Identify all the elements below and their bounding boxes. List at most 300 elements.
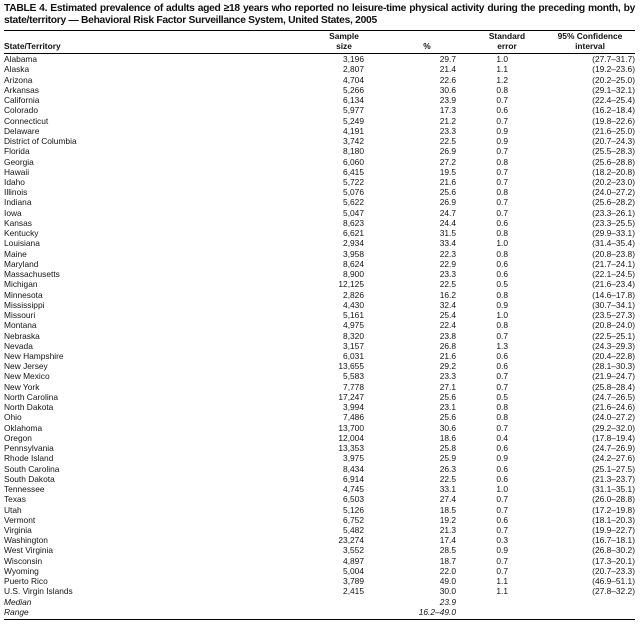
cell-sample-size: 13,700 [338,422,364,433]
cell-percent: 23.9 [439,95,456,106]
cell-percent: 30.0 [439,586,456,597]
cell-confidence-interval: (20.8–24.0) [592,320,635,331]
cell-sample-size: 2,826 [343,289,364,300]
table-row [4,177,635,187]
cell-confidence-interval: (16.7–18.1) [592,535,635,546]
cell-percent: 22.5 [439,136,456,147]
cell-percent: 22.5 [439,279,456,290]
cell-state-territory: Illinois [4,187,28,198]
cell-sample-size: 6,914 [343,473,364,484]
cell-state-territory: Louisiana [4,238,40,249]
cell-state-territory: Wyoming [4,565,39,576]
cell-state-territory: Kansas [4,217,32,228]
cell-confidence-interval: (17.3–20.1) [592,555,635,566]
cell-confidence-interval: (21.6–24.6) [592,402,635,413]
table-row [4,300,635,310]
cell-confidence-interval: (28.1–30.3) [592,361,635,372]
table-row [4,566,635,576]
cell-confidence-interval: (22.4–25.4) [592,95,635,106]
cell-sample-size: 6,503 [343,494,364,505]
table-row [4,95,635,105]
cell-state-territory: Hawaii [4,166,30,177]
cell-percent: 25.4 [439,310,456,321]
cell-percent: 31.5 [439,228,456,239]
cell-confidence-interval: (25.1–27.5) [592,463,635,474]
cell-sample-size: 6,134 [343,95,364,106]
cell-sample-size: 13,353 [338,443,364,454]
cell-state-territory: Utah [4,504,22,515]
table-row [4,249,635,259]
cell-state-territory: Oregon [4,432,32,443]
cell-confidence-interval: (29.9–33.1) [592,228,635,239]
cell-confidence-interval: (20.2–23.0) [592,177,635,187]
cell-confidence-interval: (23.5–27.3) [592,310,635,321]
cell-confidence-interval: (26.8–30.2) [592,545,635,556]
cell-percent: 24.4 [439,217,456,228]
cell-percent: 27.1 [439,381,456,392]
cell-standard-error: 1.3 [496,340,508,351]
prevalence-table [4,54,635,617]
cell-standard-error: 0.5 [496,279,508,290]
cell-percent: 18.6 [439,432,456,443]
cell-sample-size: 8,320 [343,330,364,341]
cell-percent: 25.6 [439,412,456,423]
cell-sample-size: 6,621 [343,228,364,239]
table-row [4,85,635,95]
cell-state-territory: Arizona [4,74,33,85]
table-row [4,453,635,463]
cell-state-territory: U.S. Virgin Islands [4,586,73,597]
cell-state-territory: Washington [4,535,48,546]
cell-sample-size: 23,274 [338,535,364,546]
cell-standard-error: 0.7 [496,330,508,341]
table-row [4,597,635,607]
cell-sample-size: 2,415 [343,586,364,597]
table-row [4,402,635,412]
cell-percent: 17.4 [439,535,456,546]
cell-percent: 33.1 [439,484,456,495]
table-row [4,116,635,126]
table-row [4,54,635,64]
cell-sample-size: 6,031 [343,350,364,361]
cell-standard-error: 1.0 [496,54,508,65]
cell-standard-error: 0.3 [496,535,508,546]
cell-percent: 26.3 [439,463,456,474]
cell-state-territory: Delaware [4,125,40,136]
table-row [4,525,635,535]
cell-percent: 32.4 [439,299,456,310]
table-row [4,259,635,269]
cell-standard-error: 0.9 [496,136,508,147]
cell-percent: 23.1 [439,402,456,413]
cell-percent: 22.9 [439,258,456,269]
table-row [4,382,635,392]
cell-state-territory: Michigan [4,279,38,290]
cell-state-territory: Missouri [4,310,36,321]
cell-standard-error: 0.8 [496,289,508,300]
cell-percent: 18.5 [439,504,456,515]
cell-percent: 24.7 [439,207,456,218]
cell-sample-size: 8,434 [343,463,364,474]
cell-confidence-interval: (25.6–28.8) [592,156,635,167]
cell-state-territory: Georgia [4,156,34,167]
cell-confidence-interval: (20.7–23.3) [592,565,635,576]
cell-state-territory: New Hampshire [4,350,64,361]
table-row [4,269,635,279]
cell-confidence-interval: (21.3–23.7) [592,473,635,484]
cell-standard-error: 0.7 [496,177,508,187]
cell-confidence-interval: (23.3–26.1) [592,207,635,218]
cell-percent: 26.9 [439,197,456,208]
cell-percent: 29.7 [439,54,456,65]
table-row [4,607,635,617]
table-row [4,320,635,330]
cell-confidence-interval: (16.2–18.4) [592,105,635,116]
cell-sample-size: 5,249 [343,115,364,126]
col-header-standard-error: Standard error [488,31,526,51]
cell-sample-size: 5,266 [343,84,364,95]
cell-sample-size: 5,126 [343,504,364,515]
table-title: TABLE 4. Estimated prevalence of adults aged ≥18 years who reported no leisure-time physical activity during the preceding month, by state/territory — Behavioral Risk Factor Surveillance System, United States, 2005 [4,3,635,26]
cell-confidence-interval: (27.7–31.7) [592,54,635,65]
table-row [4,474,635,484]
cell-sample-size: 3,994 [343,402,364,413]
cell-confidence-interval: (23.3–25.5) [592,217,635,228]
cell-sample-size: 5,004 [343,565,364,576]
cell-sample-size: 3,958 [343,248,364,259]
cell-state-territory: District of Columbia [4,136,77,147]
cell-sample-size: 3,789 [343,576,364,587]
cell-sample-size: 5,583 [343,371,364,382]
cell-standard-error: 0.7 [496,555,508,566]
cell-standard-error: 0.6 [496,443,508,454]
cell-standard-error: 0.9 [496,125,508,136]
cell-sample-size: 5,977 [343,105,364,116]
cell-percent: 23.9 [439,596,456,607]
cell-confidence-interval: (30.7–34.1) [592,299,635,310]
table-row [4,494,635,504]
table-row [4,146,635,156]
cell-confidence-interval: (19.9–22.7) [592,524,635,535]
cell-percent: 23.3 [439,125,456,136]
cell-confidence-interval: (18.1–20.3) [592,514,635,525]
cell-sample-size: 3,742 [343,136,364,147]
cell-state-territory: Virginia [4,524,32,535]
table-row [4,515,635,525]
table-row [4,556,635,566]
cell-percent: 21.4 [439,64,456,75]
cell-sample-size: 13,655 [338,361,364,372]
cell-standard-error: 0.7 [496,504,508,515]
cell-state-territory: South Dakota [4,473,55,484]
table-row [4,371,635,381]
cell-percent: 21.6 [439,350,456,361]
cell-percent: 25.6 [439,187,456,198]
table-row [4,412,635,422]
cell-percent: 22.0 [439,565,456,576]
table-row [4,392,635,402]
cell-percent: 18.7 [439,555,456,566]
cell-percent: 26.8 [439,340,456,351]
cell-percent: 22.5 [439,473,456,484]
table-row [4,279,635,289]
cell-state-territory: Ohio [4,412,22,423]
cell-percent: 21.2 [439,115,456,126]
cell-standard-error: 0.7 [496,494,508,505]
cell-state-territory: Arkansas [4,84,39,95]
cell-percent: 49.0 [439,576,456,587]
col-header-state-territory: State/Territory [4,40,61,51]
cell-standard-error: 0.8 [496,402,508,413]
cell-confidence-interval [508,597,635,607]
cell-state-territory: Indiana [4,197,32,208]
cell-percent: 23.3 [439,269,456,280]
cell-state-territory: South Carolina [4,463,60,474]
cell-percent: 33.4 [439,238,456,249]
table-row [4,484,635,494]
cell-standard-error: 1.2 [496,74,508,85]
table-row [4,228,635,238]
cell-standard-error: 0.6 [496,258,508,269]
table-row [4,423,635,433]
table-row [4,361,635,371]
cell-standard-error: 1.0 [496,484,508,495]
cell-state-territory: Rhode Island [4,453,54,464]
table-row [4,535,635,545]
cell-confidence-interval [508,607,635,617]
table-row [4,64,635,74]
cell-sample-size: 3,157 [343,340,364,351]
cell-confidence-interval: (21.6–25.0) [592,125,635,136]
cell-confidence-interval: (19.8–22.6) [592,115,635,126]
table-row [4,341,635,351]
cell-standard-error: 0.8 [496,228,508,239]
cell-confidence-interval: (18.2–20.8) [592,166,635,177]
cell-confidence-interval: (17.8–19.4) [592,432,635,443]
table-row [4,157,635,167]
cell-sample-size: 6,415 [343,166,364,177]
cell-sample-size [316,597,364,607]
cell-percent: 23.8 [439,330,456,341]
cell-state-territory: Florida [4,146,30,157]
table-row [4,310,635,320]
cell-standard-error: 0.5 [496,391,508,402]
table-row [4,136,635,146]
cell-standard-error: 0.7 [496,524,508,535]
table-column-headers [4,31,635,53]
cell-standard-error: 0.7 [496,565,508,576]
cell-state-territory: Massachusetts [4,269,60,280]
cell-sample-size: 6,060 [343,156,364,167]
col-header-sample-size: Sample size [329,31,359,51]
cell-sample-size: 6,752 [343,514,364,525]
table-row [4,105,635,115]
cell-confidence-interval: (20.7–24.3) [592,136,635,147]
cell-state-territory: Iowa [4,207,22,218]
cell-state-territory: California [4,95,40,106]
cell-state-territory: Median [4,596,32,607]
cell-sample-size: 2,934 [343,238,364,249]
table-row [4,464,635,474]
cell-standard-error: 0.7 [496,381,508,392]
cell-state-territory: Texas [4,494,26,505]
cell-state-territory: Maine [4,248,27,259]
cell-standard-error: 0.7 [496,166,508,177]
cell-state-territory: New Jersey [4,361,48,372]
table-row [4,443,635,453]
cell-sample-size: 17,247 [338,391,364,402]
table-row [4,197,635,207]
cell-confidence-interval: (22.5–25.1) [592,330,635,341]
table-row [4,75,635,85]
cell-standard-error: 0.9 [496,453,508,464]
cell-sample-size: 4,975 [343,320,364,331]
cell-percent: 22.6 [439,74,456,85]
cell-sample-size: 12,004 [338,432,364,443]
cell-sample-size: 2,807 [343,64,364,75]
cell-percent: 22.3 [439,248,456,259]
cell-state-territory: Range [4,606,29,617]
cell-state-territory: Montana [4,320,37,331]
cell-percent: 29.2 [439,361,456,372]
cell-standard-error: 0.8 [496,187,508,198]
cell-confidence-interval: (19.2–23.6) [592,64,635,75]
cell-state-territory: New Mexico [4,371,50,382]
cell-percent: 17.3 [439,105,456,116]
cell-percent: 30.6 [439,422,456,433]
cell-sample-size: 8,623 [343,217,364,228]
table-body [4,54,635,617]
cell-state-territory: Idaho [4,177,25,187]
table-row [4,187,635,197]
table-row [4,576,635,586]
cell-state-territory: Maryland [4,258,39,269]
table-row [4,586,635,596]
cell-sample-size: 5,161 [343,310,364,321]
cell-sample-size: 4,745 [343,484,364,495]
cell-standard-error: 0.7 [496,95,508,106]
cell-standard-error: 1.1 [496,64,508,75]
cell-confidence-interval: (29.1–32.1) [592,84,635,95]
cell-state-territory: Minnesota [4,289,43,300]
cell-percent: 30.6 [439,84,456,95]
table-row [4,290,635,300]
cell-sample-size: 4,897 [343,555,364,566]
cell-sample-size: 12,125 [338,279,364,290]
cell-state-territory: Oklahoma [4,422,43,433]
cell-standard-error: 0.8 [496,248,508,259]
cell-confidence-interval: (31.4–35.4) [592,238,635,249]
cell-standard-error: 0.8 [496,412,508,423]
cell-state-territory: Tennessee [4,484,45,495]
cell-sample-size: 5,722 [343,177,364,187]
cell-confidence-interval: (46.9–51.1) [592,576,635,587]
cell-percent: 25.9 [439,453,456,464]
cell-standard-error: 0.6 [496,463,508,474]
cell-standard-error: 0.9 [496,299,508,310]
cell-state-territory: North Dakota [4,402,54,413]
cell-percent: 28.5 [439,545,456,556]
rule-bottom [4,619,635,620]
cell-sample-size: 5,047 [343,207,364,218]
cell-standard-error: 1.1 [496,576,508,587]
cell-state-territory: New York [4,381,40,392]
cell-standard-error: 1.0 [496,310,508,321]
cell-standard-error: 0.7 [496,197,508,208]
cell-sample-size: 3,552 [343,545,364,556]
cell-state-territory: Nevada [4,340,33,351]
cell-confidence-interval: (21.9–24.7) [592,371,635,382]
cell-confidence-interval: (14.6–17.8) [592,289,635,300]
cell-state-territory: Pennsylvania [4,443,54,454]
cell-confidence-interval: (20.4–22.8) [592,350,635,361]
cell-percent: 16.2–49.0 [418,606,456,617]
cell-confidence-interval: (25.8–28.4) [592,381,635,392]
cell-standard-error: 0.7 [496,207,508,218]
cell-state-territory: West Virginia [4,545,54,556]
cell-percent: 19.5 [439,166,456,177]
cell-state-territory: Wisconsin [4,555,43,566]
cell-confidence-interval: (25.6–28.2) [592,197,635,208]
cell-sample-size: 5,482 [343,524,364,535]
cell-confidence-interval: (20.2–25.0) [592,74,635,85]
cell-percent: 23.3 [439,371,456,382]
cell-percent: 25.8 [439,443,456,454]
cell-sample-size: 5,622 [343,197,364,208]
cell-state-territory: Mississippi [4,299,45,310]
cell-sample-size: 4,191 [343,125,364,136]
cell-sample-size: 3,975 [343,453,364,464]
cell-state-territory: North Carolina [4,391,58,402]
cell-confidence-interval: (29.2–32.0) [592,422,635,433]
cell-state-territory: Alabama [4,54,38,65]
col-header-percent: % [423,40,431,51]
cell-sample-size: 4,704 [343,74,364,85]
cell-confidence-interval: (21.7–24.1) [592,258,635,269]
table-row [4,167,635,177]
cell-sample-size: 7,778 [343,381,364,392]
cell-standard-error: 0.9 [496,545,508,556]
cell-confidence-interval: (24.7–26.9) [592,443,635,454]
cell-confidence-interval: (24.0–27.2) [592,412,635,423]
cell-standard-error: 0.7 [496,146,508,157]
cell-sample-size: 8,900 [343,269,364,280]
cell-confidence-interval: (24.2–27.6) [592,453,635,464]
cell-standard-error: 0.6 [496,514,508,525]
cell-percent: 19.2 [439,514,456,525]
cell-confidence-interval: (25.5–28.3) [592,146,635,157]
cell-standard-error: 0.6 [496,361,508,372]
cell-standard-error: 0.8 [496,320,508,331]
cell-sample-size: 5,076 [343,187,364,198]
cell-percent: 16.2 [439,289,456,300]
cell-standard-error: 0.7 [496,115,508,126]
cell-standard-error: 0.6 [496,105,508,116]
cell-state-territory: Alaska [4,64,30,75]
cell-confidence-interval: (24.7–26.5) [592,391,635,402]
cell-percent: 22.4 [439,320,456,331]
cell-standard-error: 0.7 [496,371,508,382]
cell-standard-error: 1.1 [496,586,508,597]
cell-confidence-interval: (21.6–23.4) [592,279,635,290]
table-row [4,208,635,218]
cell-sample-size: 4,430 [343,299,364,310]
table-row [4,505,635,515]
table-row [4,218,635,228]
cell-confidence-interval: (26.0–28.8) [592,494,635,505]
cell-percent: 27.4 [439,494,456,505]
cell-confidence-interval: (20.8–23.8) [592,248,635,259]
